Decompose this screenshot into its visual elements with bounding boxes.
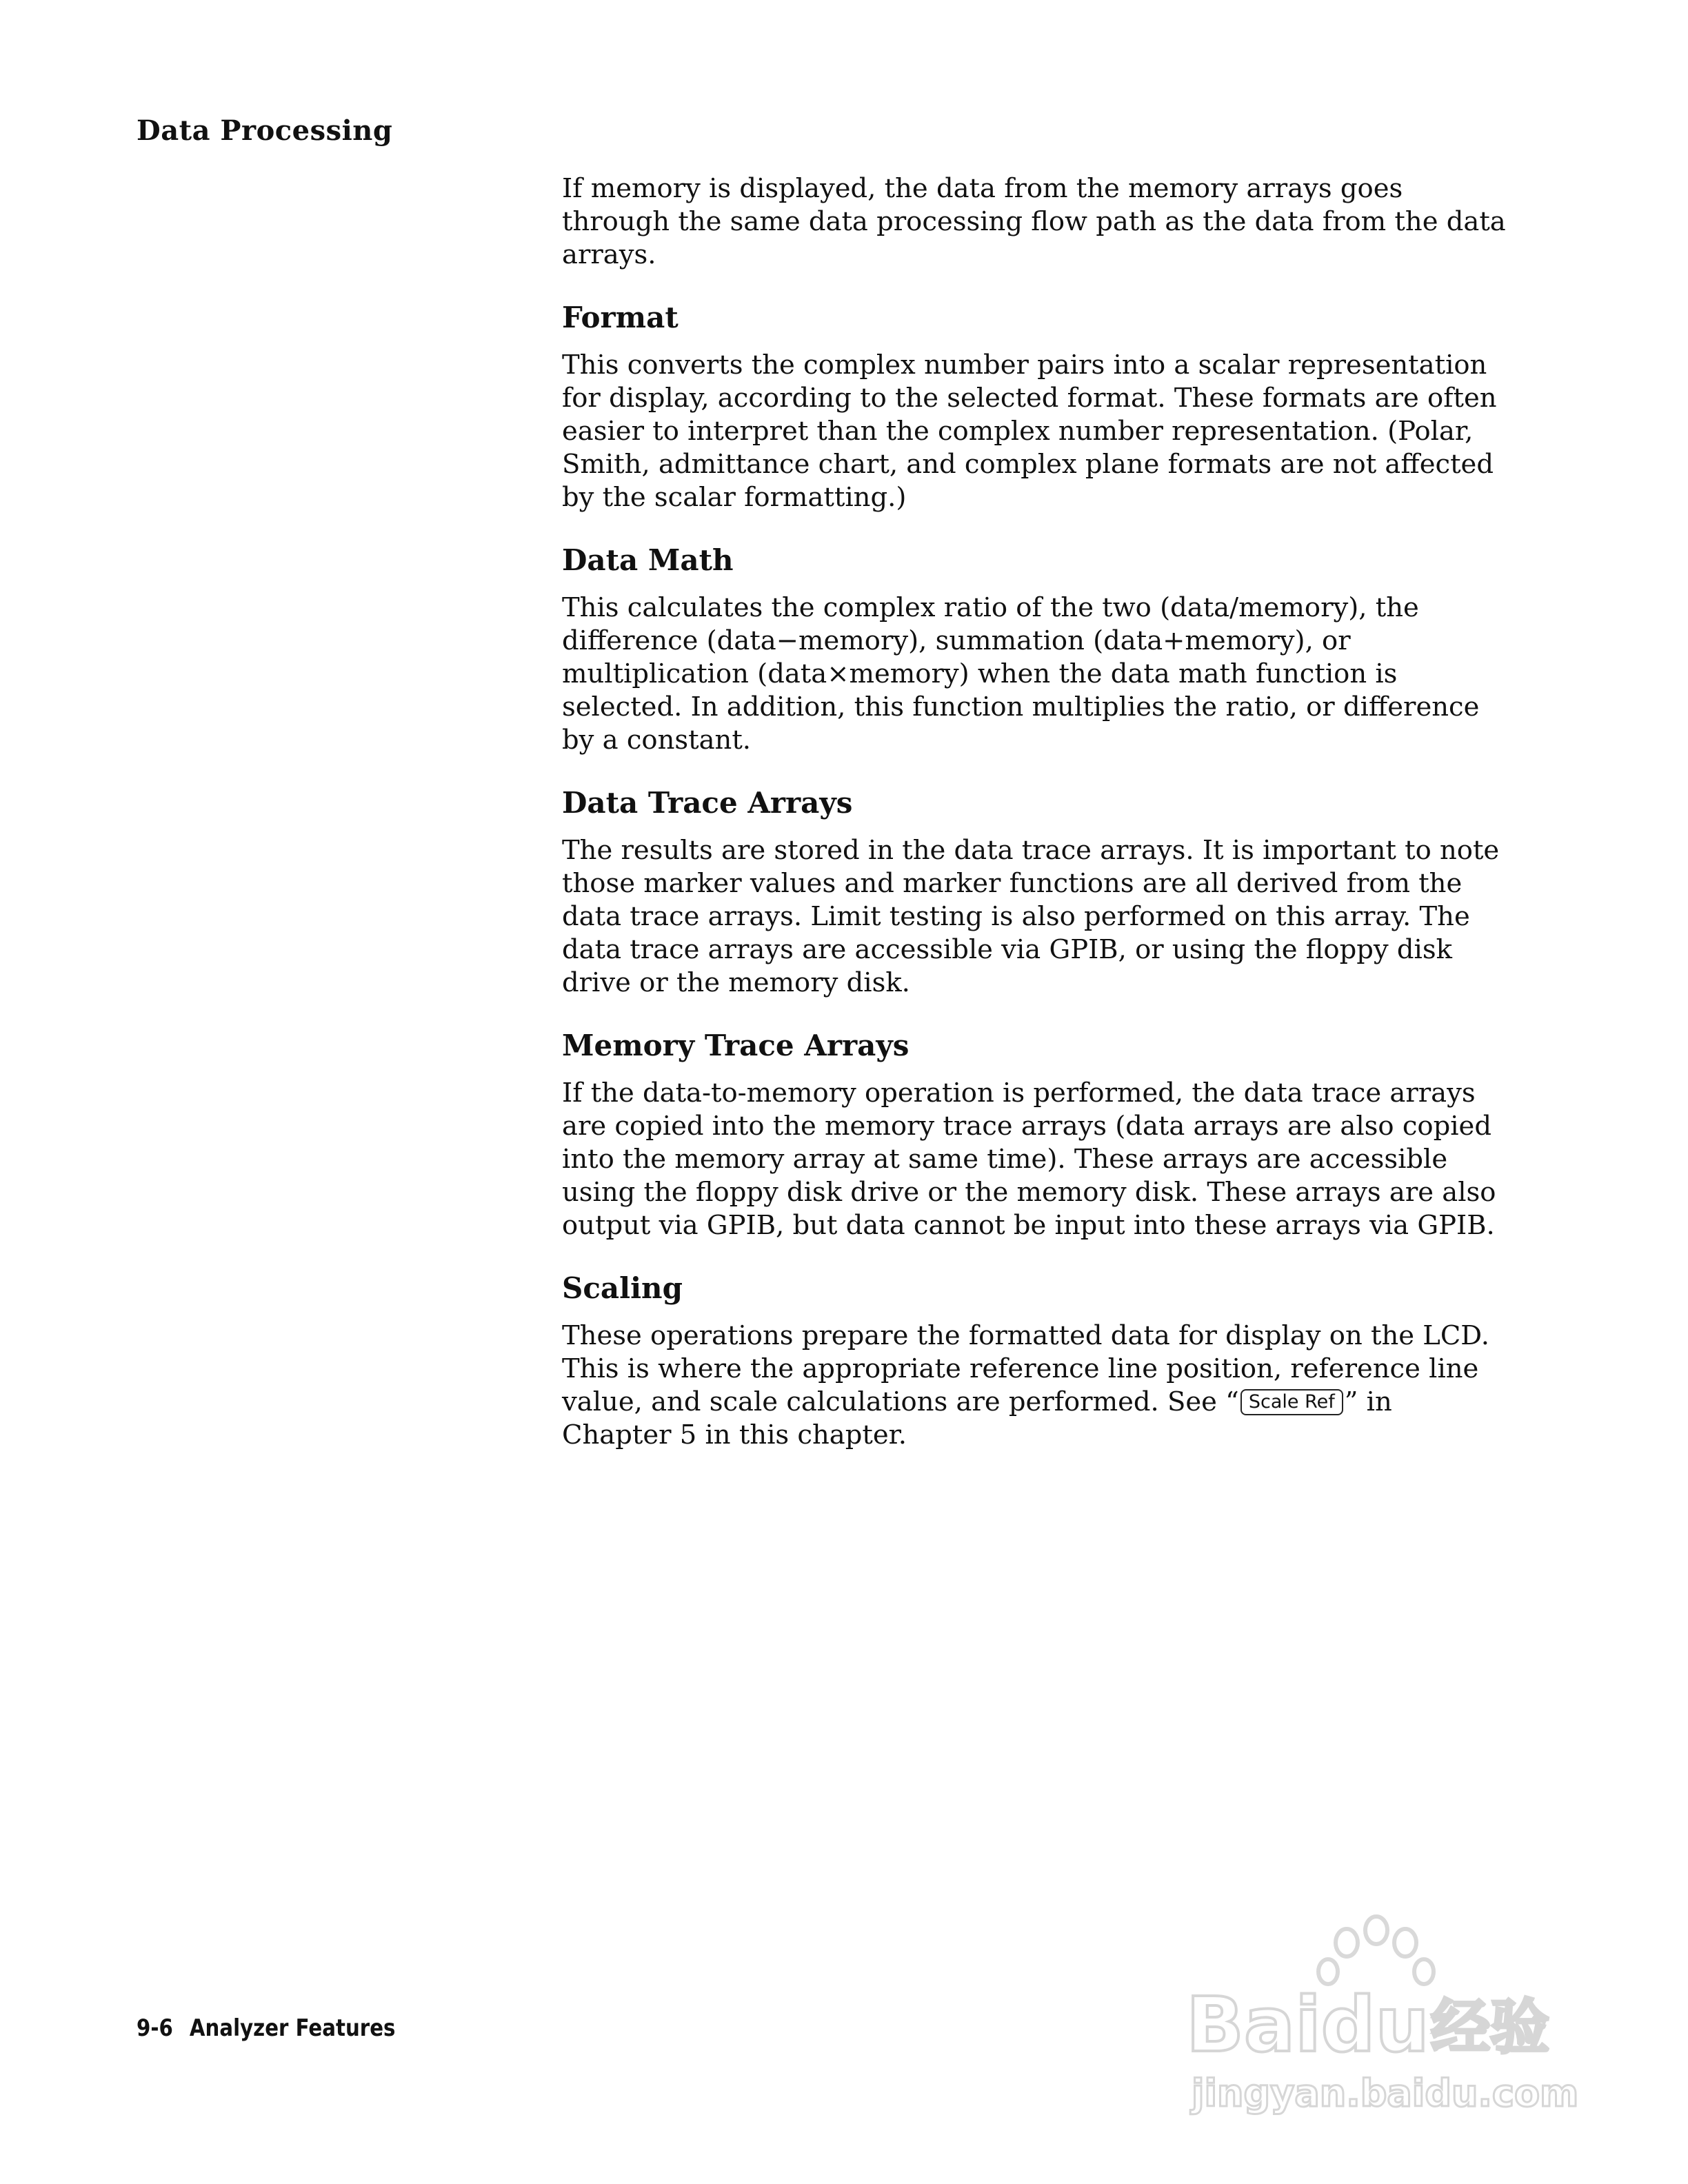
section-body-scaling	[562, 1320, 1507, 1452]
section-body-memory-trace-arrays: If the data-to-memory operation is performed, the data trace arrays are copied into the memory trace arrays (data arrays are also copied into the memory array at same time). These arrays are accessible using the floppy disk drive or the memory disk. These arrays are also output via GPIB, but data cannot be input into these arrays via GPIB.	[562, 1078, 1496, 1241]
scaling-text-before: These operations prepare the formatted data for display on the LCD. This is where the appropriate reference line position, reference line value, and scale calculations are performed. See “	[562, 1320, 1490, 1417]
section-heading-scaling: Scaling	[562, 1271, 683, 1305]
section-heading-memory-trace-arrays: Memory Trace Arrays	[562, 1029, 910, 1062]
watermark-url-text: jingyan.baidu.com	[1192, 2072, 1579, 2115]
watermark-brand-text: Baidu	[1186, 1981, 1429, 2069]
section-body-data-trace-arrays: The results are stored in the data trace arrays. It is important to note those marker values and marker functions are all derived from the data trace arrays. Limit testing is also performed on this array. The data trace arrays are accessible via GPIB, or using the floppy disk drive or the memory disk.	[562, 835, 1500, 998]
main-content	[562, 172, 1507, 1479]
section-heading-data-trace-arrays: Data Trace Arrays	[562, 786, 853, 820]
scaling-text-after: ” in Chapter 5 in this chapter.	[562, 1386, 1392, 1450]
scale-ref-key: Scale Ref	[1240, 1389, 1343, 1415]
page-footer	[137, 2014, 395, 2042]
section-heading-data-math: Data Math	[562, 543, 734, 577]
running-head: Data Processing	[137, 114, 393, 147]
section-heading-format: Format	[562, 301, 679, 334]
paw-logo-icon	[1318, 1917, 1434, 1984]
page-number: 9-6	[137, 2014, 173, 2042]
footer-section-title: Analyzer Features	[189, 2014, 396, 2042]
watermark-brand-suffix: 经验	[1431, 1993, 1549, 2062]
section-body-format: This converts the complex number pairs into a scalar representation for display, according to the selected format. These formats are often easier to interpret than the complex number representation. (Polar, Smith, admittance chart, and complex plane formats are not affected by the scalar formatting.)	[562, 350, 1497, 513]
baidu-watermark	[1186, 1910, 1586, 2116]
intro-paragraph: If memory is displayed, the data from the memory arrays goes through the same data processing flow path as the data from the data arrays.	[562, 173, 1506, 270]
section-body-data-math: This calculates the complex ratio of the two (data/memory), the difference (data−memory), summation (data+memory), or multiplication (data×memory) when the data math function is selected. In addition, this function multiplies the ratio, or difference by a constant.	[562, 592, 1480, 756]
